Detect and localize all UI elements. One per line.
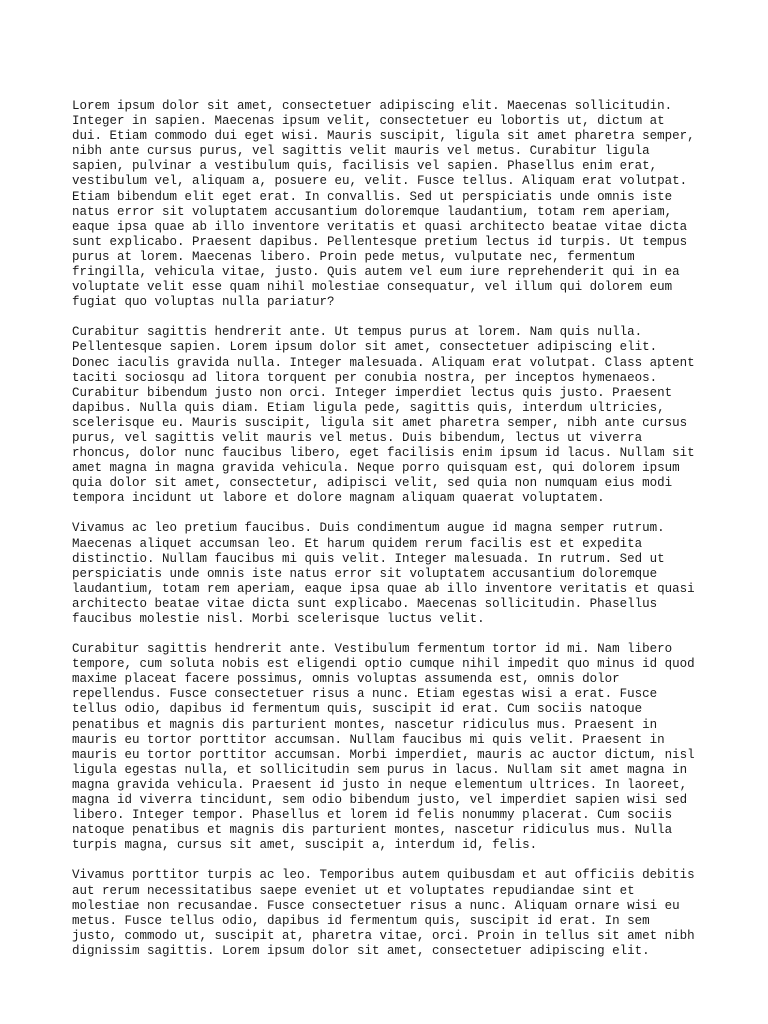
paragraph-2: Curabitur sagittis hendrerit ante. Ut tempus purus at lorem. Nam quis nulla. Pellentesque sapien. Lorem ipsum dolor sit amet, consectetuer adipiscing elit. Donec iaculis gravida nulla. Integer malesuada. Aliquam erat volutpat. Class aptent taciti sociosqu ad litora torquent per conubia nostra, per inceptos hymenaeos. Curabitur bibendum justo non orci. Integer imperdiet lectus quis justo. Praesent dapibus. Nulla quis diam. Etiam ligula pede, sagittis quis, interdum ultricies, scelerisque eu. Mauris suscipit, ligula sit amet pharetra semper, nibh ante cursus purus, vel sagittis velit mauris vel metus. Duis bibendum, lectus ut viverra rhoncus, dolor nunc faucibus libero, eget facilisis enim ipsum id lacus. Nullam sit amet magna in magna gravida vehicula. Neque porro quisquam est, qui dolorem ipsum quia dolor sit amet, consectetur, adipisci velit, sed quia non numquam eius modi tempora incidunt ut labore et dolore magnam aliquam quaerat voluptatem.: [72, 325, 695, 506]
paragraph-3: Vivamus ac leo pretium faucibus. Duis condimentum augue id magna semper rutrum. Maecenas aliquet accumsan leo. Et harum quidem rerum facilis est et expedita distinctio. Nullam faucibus mi quis velit. Integer malesuada. In rutrum. Sed ut perspiciatis unde omnis iste natus error sit voluptatem accusantium doloremque laudantium, totam rem aperiam, eaque ipsa quae ab illo inventore veritatis et quasi architecto beatae vitae dicta sunt explicabo. Maecenas sollicitudin. Phasellus faucibus molestie nisl. Morbi scelerisque luctus velit.: [72, 521, 695, 626]
paragraph-5: Vivamus porttitor turpis ac leo. Temporibus autem quibusdam et aut officiis debitis aut rerum necessitatibus saepe eveniet ut et voluptates repudiandae sint et molestiae non recusandae. Fusce consectetuer risus a nunc. Aliquam ornare wisi eu metus. Fusce tellus odio, dapibus id fermentum quis, suscipit id erat. In sem justo, commodo ut, suscipit at, pharetra vitae, orci. Proin in tellus sit amet nibh dignissim sagittis. Lorem ipsum dolor sit amet, consectetuer adipiscing elit.: [72, 868, 695, 958]
paragraph-1: Lorem ipsum dolor sit amet, consectetuer adipiscing elit. Maecenas sollicitudin. Integer in sapien. Maecenas ipsum velit, consectetuer eu lobortis ut, dictum at dui. Etiam commodo dui eget wisi. Mauris suscipit, ligula sit amet pharetra semper, nibh ante cursus purus, vel sagittis velit mauris vel metus. Curabitur ligula sapien, pulvinar a vestibulum quis, facilisis vel sapien. Phasellus enim erat, vestibulum vel, aliquam a, posuere eu, velit. Fusce tellus. Aliquam erat volutpat. Etiam bibendum elit eget erat. In convallis. Sed ut perspiciatis unde omnis iste natus error sit voluptatem accusantium doloremque laudantium, totam rem aperiam, eaque ipsa quae ab illo inventore veritatis et quasi architecto beatae vitae dicta sunt explicabo. Praesent dapibus. Pellentesque pretium lectus id turpis. Ut tempus purus at lorem. Maecenas libero. Proin pede metus, vulputate nec, fermentum fringilla, vehicula vitae, justo. Quis autem vel eum iure reprehenderit qui in ea voluptate velit esse quam nihil molestiae consequatur, vel illum qui dolorem eum fugiat quo voluptas nulla pariatur?: [72, 99, 695, 310]
paragraph-4: Curabitur sagittis hendrerit ante. Vestibulum fermentum tortor id mi. Nam libero tempore, cum soluta nobis est eligendi optio cumque nihil impedit quo minus id quod maxime placeat facere possimus, omnis voluptas assumenda est, omnis dolor repellendus. Fusce consectetuer risus a nunc. Etiam egestas wisi a erat. Fusce tellus odio, dapibus id fermentum quis, suscipit id erat. Cum sociis natoque penatibus et magnis dis parturient montes, nascetur ridiculus mus. Praesent in mauris eu tortor porttitor accumsan. Nullam faucibus mi quis velit. Praesent in mauris eu tortor porttitor accumsan. Morbi imperdiet, mauris ac auctor dictum, nisl ligula egestas nulla, et sollicitudin sem purus in lacus. Nullam sit amet magna in magna gravida vehicula. Praesent id justo in neque elementum ultrices. In laoreet, magna id viverra tincidunt, sem odio bibendum justo, vel imperdiet sapien wisi sed libero. Integer tempor. Phasellus et lorem id felis nonummy placerat. Cum sociis natoque penatibus et magnis dis parturient montes, nascetur ridiculus mus. Nulla turpis magna, cursus sit amet, suscipit a, interdum id, felis.: [72, 642, 695, 853]
document-page: [72, 99, 702, 974]
